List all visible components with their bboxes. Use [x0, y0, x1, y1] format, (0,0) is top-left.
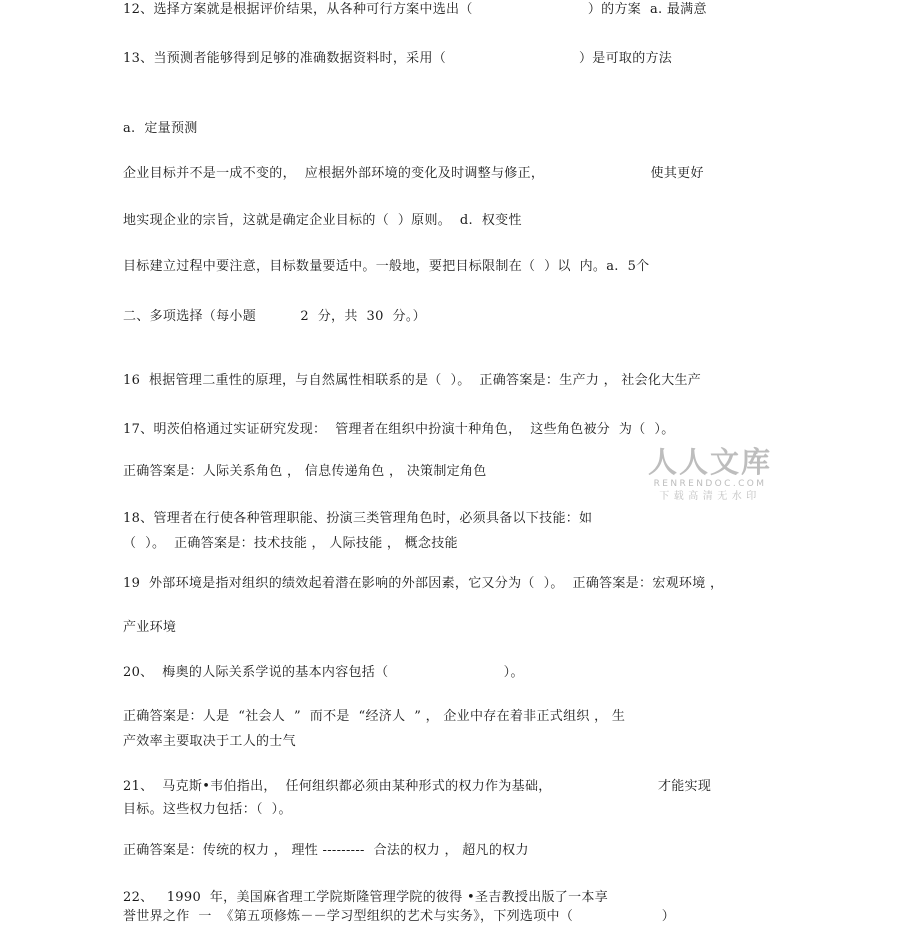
question-22-line-2: 誉世界之作 一 《第五项修炼－－学习型组织的艺术与实务》，下列选项中（ ）: [123, 909, 676, 924]
answer-21: 正确答案是：传统的权力 ， 理性 --------- 合法的权力 ， 超凡的权力: [123, 843, 529, 858]
question-12: 12、选择方案就是根据评价结果，从各种可行方案中选出（ ）的方案 a. 最满意: [123, 2, 707, 17]
question-13: 13、当预测者能够得到足够的准确数据资料时，采用（ ）是可取的方法: [123, 51, 673, 66]
watermark: [645, 446, 775, 504]
question-18-line-2: （ ）。 正确答案是：技术技能 ， 人际技能 ， 概念技能: [123, 536, 458, 551]
question-14-line-1: 企业目标并不是一成不变的， 应根据外部环境的变化及时调整与修正， 使其更好: [123, 166, 704, 181]
answer-17: 正确答案是：人际关系角色 ， 信息传递角色 ， 决策制定角色: [123, 464, 487, 479]
watermark-logo-text: 人人文库: [647, 445, 772, 479]
question-17: 17、明茨伯格通过实证研究发现： 管理者在组织中扮演十种角色， 这些角色被分 为（ ）。: [123, 422, 675, 437]
question-21-line-1: 21、 马克斯•韦伯指出， 任何组织都必须由某种形式的权力作为基础， 才能实现: [123, 779, 712, 794]
question-21-line-2: 目标。这些权力包括：（ ）。: [123, 802, 292, 817]
question-15: 目标建立过程中要注意，目标数量要适中。一般地，要把目标限制在（ ）以 内。a. 5个: [123, 259, 650, 274]
question-22-line-1: 22、 1990 年，美国麻省理工学院斯隆管理学院的彼得 •圣吉教授出版了一本享: [123, 890, 608, 905]
answer-20-line-1: 正确答案是：人是 “社会人 ” 而不是 “经济人 ” ， 企业中存在着非正式组织 ， 生: [123, 709, 626, 724]
answer-13: a. 定量预测: [123, 121, 198, 136]
question-19-line-2: 产业环境: [123, 620, 177, 635]
section-heading-multiple-choice: 二、多项选择（每小题 2 分，共 30 分。）: [123, 309, 426, 324]
question-19-line-1: 19 外部环境是指对组织的绩效起着潜在影响的外部因素，它又分为（ ）。 正确答案是：宏观环境 ，: [123, 576, 724, 591]
question-14-line-2: 地实现企业的宗旨，这就是确定企业目标的（ ）原则。 d. 权变性: [123, 213, 522, 228]
question-16: 16 根据管理二重性的原理，与自然属性相联系的是（ ）。 正确答案是：生产力 ， 社会化大生产: [123, 373, 702, 388]
question-18-line-1: 18、管理者在行使各种管理职能、扮演三类管理角色时，必须具备以下技能：如: [123, 511, 593, 526]
question-20: 20、 梅奥的人际关系学说的基本内容包括（ ）。: [123, 665, 524, 680]
answer-20-line-2: 产效率主要取决于工人的士气: [123, 734, 296, 749]
watermark-subtitle: 下载高清无水印: [659, 491, 761, 502]
watermark-url: RENRENDOC.COM: [653, 479, 767, 489]
